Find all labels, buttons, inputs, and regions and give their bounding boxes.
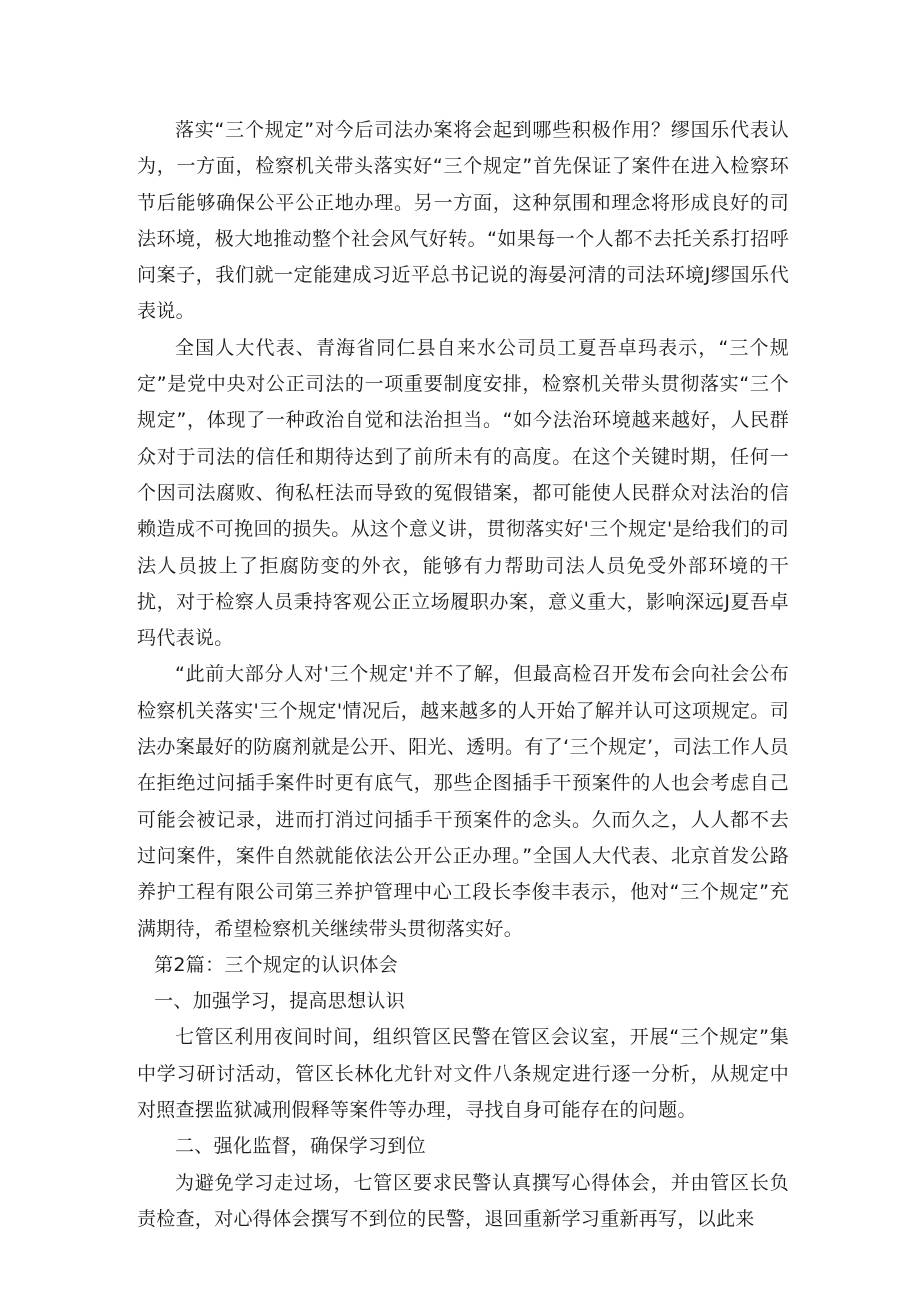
subheading-2: 二、强化监督，确保学习到位 <box>175 1135 426 1158</box>
paragraph-1: 落实“三个规定”对今后司法办案将会起到哪些积极作用？缪国乐代表认为，一方面，检察机关带头落实好“三个规定”首先保证了案件在进入检察环节后能够确保公平公正地办理。另一方面，这种氛围和理念将形成良好的司法环境，极大地推动整个社会风气好转。“如果每一个人都不去托关系打招呼问案子，我们就一定能建成习近平总书记说的海晏河清的司法环境J缪国乐代表说。 <box>137 119 789 323</box>
paragraph-5: 为避免学习走过场，七管区要求民警认真撰写心得体会，并由管区长负责检查，对心得体会撰写不到位的民警，退回重新学习重新再写，以此来 <box>137 1171 789 1230</box>
document-body <box>137 112 789 1237</box>
paragraph-3: “此前大部分人对'三个规定'并不了解，但最高检召开发布会向社会公布检察机关落实'三个规定'情况后，越来越多的人开始了解并认可这项规定。司法办案最好的防腐剂就是公开、阳光、透明。有了‘三个规定’，司法工作人员在拒绝过问插手案件时更有底气，那些企图插手干预案件的人也会考虑自己可能会被记录，进而打消过问插手干预案件的念头。久而久之，人人都不去过问案件，案件自然就能依法公开公正办理。”全国人大代表、北京首发公路养护工程有限公司第三养护管理中心工段长李俊丰表示，他对“三个规定”充满期待，希望检察机关继续带头贯彻落实好。 <box>137 663 789 940</box>
subheading-1: 一、加强学习，提高思想认识 <box>154 990 405 1013</box>
paragraph-4: 七管区利用夜间时间，组织管区民警在管区会议室，开展“三个规定”集中学习研讨活动，管区长林化尤针对文件八条规定进行逐一分析，从规定中对照查摆监狱减刑假释等案件等办理，寻找自身可能存在的问题。 <box>137 1026 789 1122</box>
paragraph-2: 全国人大代表、青海省同仁县自来水公司员工夏吾卓玛表示，“三个规定”是党中央对公正司法的一项重要制度安排，检察机关带头贯彻落实“三个规定”，体现了一种政治自觉和法治担当。“如今法治环境越来越好，人民群众对于司法的信任和期待达到了前所未有的高度。在这个关键时期，任何一个因司法腐败、徇私枉法而导致的冤假错案，都可能使人民群众对法治的信赖造成不可挽回的损失。从这个意义讲，贯彻落实好'三个规定'是给我们的司法人员披上了拒腐防变的外衣，能够有力帮助司法人员免受外部环境的干扰，对于检察人员秉持客观公正立场履职办案，意义重大，影响深远J夏吾卓玛代表说。 <box>137 336 789 650</box>
section-title: 第2篇：三个规定的认识体会 <box>154 953 399 976</box>
